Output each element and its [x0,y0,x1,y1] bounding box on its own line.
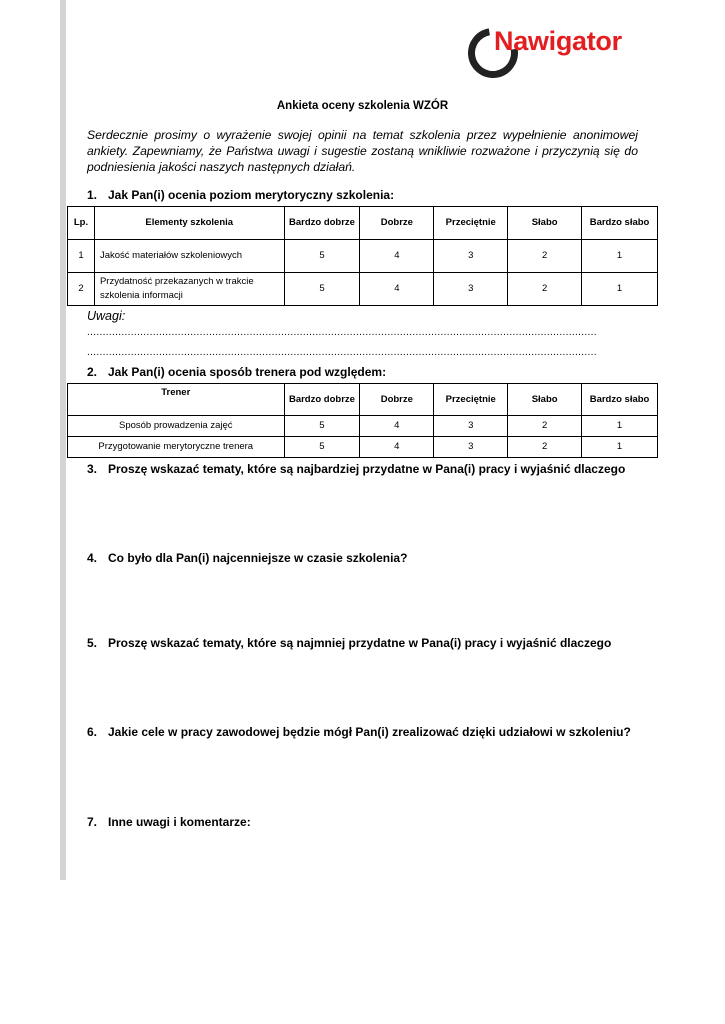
question-4 [87,551,407,565]
column-header: Lp. [68,207,95,240]
trainer-rating-table [67,383,658,458]
rating-option[interactable]: 1 [582,416,658,437]
question-7-number: 7. [87,815,98,829]
row-label: Sposób prowadzenia zajęć [68,416,285,437]
question-1-text: Jak Pan(i) ocenia poziom merytoryczny szkolenia: [108,188,395,202]
row-number: 1 [68,240,95,273]
question-6-number: 6. [87,725,98,739]
rating-option[interactable]: 1 [582,240,658,273]
table-row [68,437,658,458]
rating-option[interactable]: 2 [508,240,582,273]
question-4-number: 4. [87,551,98,565]
row-label: Przygotowanie merytoryczne trenera [68,437,285,458]
rating-option[interactable]: 4 [360,437,434,458]
question-5-text: Proszę wskazać tematy, które są najmniej przydatne w Pana(i) pracy i wyjaśnić dlaczego [108,636,612,650]
rating-option[interactable]: 1 [582,437,658,458]
question-6-text: Jakie cele w pracy zawodowej będzie mógł Pan(i) zrealizować dzięki udziałowi w szkoleniu? [108,725,631,739]
column-header: Dobrze [360,384,434,416]
nawigator-logo [468,26,633,78]
table-header-row [68,207,658,240]
table-row [68,273,658,306]
page-margin-bar [60,0,66,880]
table-row [68,416,658,437]
column-header: Bardzo słabo [582,207,658,240]
question-1-number: 1. [87,188,98,202]
question-4-text: Co było dla Pan(i) najcenniejsze w czasie szkolenia? [108,551,408,565]
row-label: Przydatność przekazanych w trakcie szkolenia informacji [94,273,284,306]
rating-option[interactable]: 1 [582,273,658,306]
column-header: Trener [68,384,285,416]
rating-option[interactable]: 4 [360,273,434,306]
table-row [68,240,658,273]
column-header: Przeciętnie [434,384,508,416]
rating-option[interactable]: 5 [284,416,360,437]
rating-option[interactable]: 2 [508,416,582,437]
question-3-number: 3. [87,462,98,476]
column-header: Elementy szkolenia [94,207,284,240]
intro-paragraph: Serdecznie prosimy o wyrażenie swojej opinii na temat szkolenia przez wypełnienie anonimowej ankiety. Zapewniamy, że Państwa uwagi i sugestie zostaną wnikliwie rozważone i przyczynią się do podniesienia jakości naszych następnych działań. [87,128,638,174]
rating-option[interactable]: 3 [434,437,508,458]
remarks-line-1[interactable]: ................................................................................................................................................................... [87,327,597,338]
column-header: Słabo [508,384,582,416]
rating-option[interactable]: 5 [284,437,360,458]
question-2-text: Jak Pan(i) ocenia sposób trenera pod względem: [108,365,387,379]
column-header: Przeciętnie [434,207,508,240]
column-header: Bardzo dobrze [284,384,360,416]
row-label: Jakość materiałów szkoleniowych [94,240,284,273]
remarks-label: Uwagi: [87,309,126,323]
question-3-text: Proszę wskazać tematy, które są najbardziej przydatne w Pana(i) pracy i wyjaśnić dlaczego [108,462,626,476]
question-2 [87,365,386,379]
question-2-number: 2. [87,365,98,379]
column-header: Słabo [508,207,582,240]
question-1 [87,188,394,202]
remarks-line-2[interactable]: ................................................................................................................................................................... [87,347,597,358]
rating-option[interactable]: 4 [360,416,434,437]
question-5 [87,636,611,650]
logo-text: Nawigator [494,26,622,56]
content-rating-table [67,206,658,306]
column-header: Dobrze [360,207,434,240]
question-7 [87,815,251,829]
rating-option[interactable]: 5 [284,273,360,306]
rating-option[interactable]: 3 [434,416,508,437]
question-3 [87,462,625,476]
rating-option[interactable]: 5 [284,240,360,273]
column-header: Bardzo słabo [582,384,658,416]
rating-option[interactable]: 3 [434,273,508,306]
rating-option[interactable]: 3 [434,240,508,273]
question-7-text: Inne uwagi i komentarze: [108,815,251,829]
rating-option[interactable]: 4 [360,240,434,273]
column-header: Bardzo dobrze [284,207,360,240]
table-header-row [68,384,658,416]
question-5-number: 5. [87,636,98,650]
rating-option[interactable]: 2 [508,437,582,458]
question-6 [87,725,631,739]
rating-option[interactable]: 2 [508,273,582,306]
page-title: Ankieta oceny szkolenia WZÓR [276,100,449,112]
row-number: 2 [68,273,95,306]
